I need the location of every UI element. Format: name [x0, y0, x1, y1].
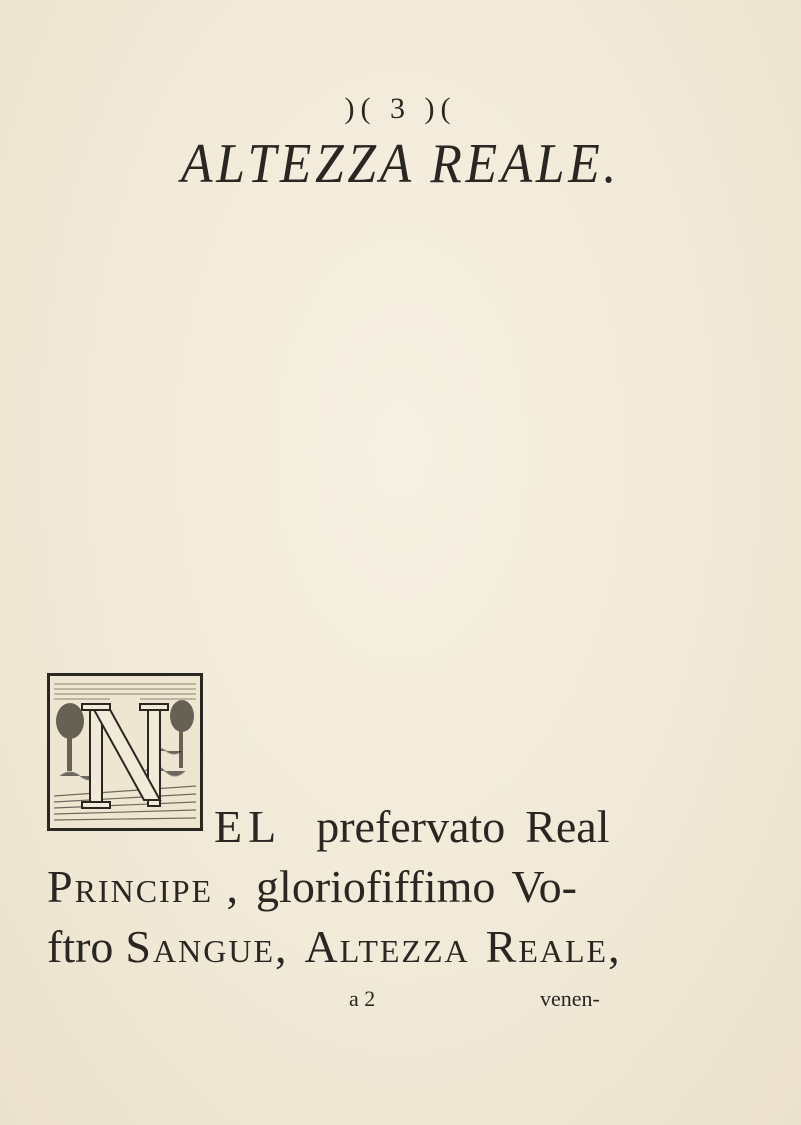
catchword: venen-: [540, 986, 600, 1011]
word-el: EL: [214, 801, 283, 852]
word-altezza: Altezza: [304, 921, 470, 972]
drop-cap-initial: [47, 673, 203, 831]
word-vo: Vo-: [511, 861, 577, 912]
word-real: Real: [525, 801, 610, 852]
word-principe: Principe ,: [47, 861, 241, 912]
word-ftro: ftro: [47, 921, 114, 972]
ornamental-letter-n-icon: [50, 676, 200, 828]
page-title: ALTEZZA REALE.: [181, 133, 620, 195]
word-reale: Reale,: [485, 921, 622, 972]
word-sangue: Sangue,: [125, 921, 289, 972]
word-prefervato: prefervato: [316, 801, 506, 852]
word-gloriofiffimo: gloriofiffimo: [256, 861, 496, 912]
text-line-1: [214, 800, 610, 853]
text-line-3: [47, 920, 622, 973]
page-number: )( 3 )(: [344, 92, 457, 125]
text-line-2: [47, 860, 577, 913]
signature-mark: a 2: [349, 986, 376, 1011]
